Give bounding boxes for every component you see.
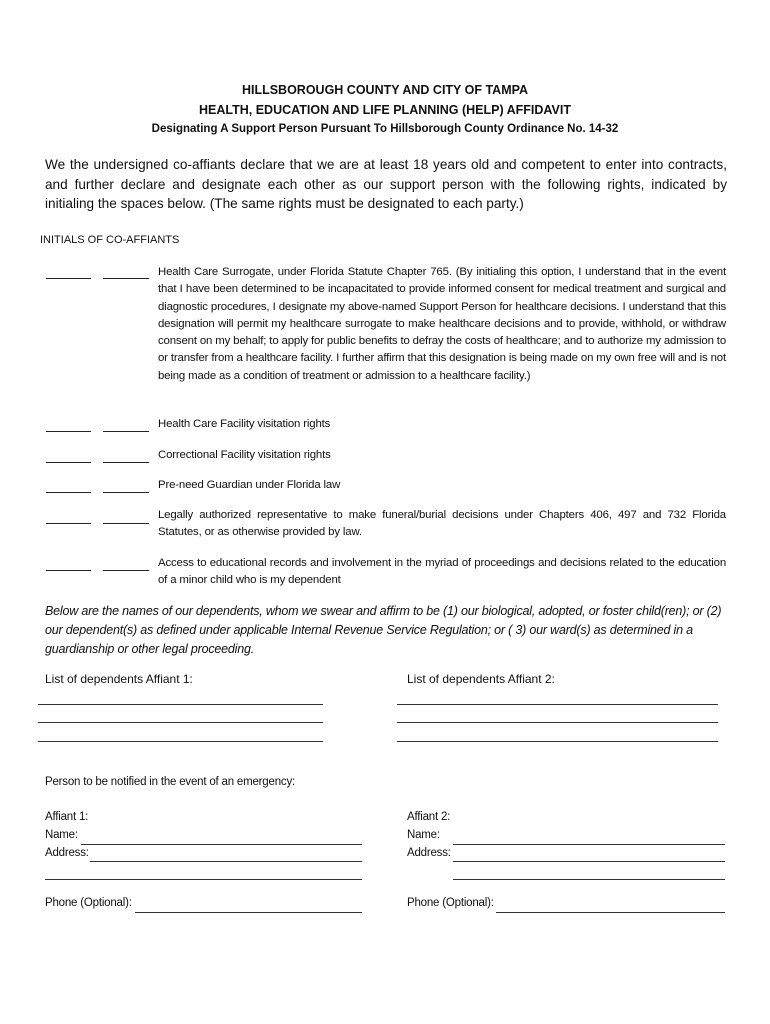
emergency-affiant-1-address-field[interactable] [90,860,362,862]
emergency-affiant-2-label: Affiant 2: [407,811,451,823]
emergency-affiant-1-name-field[interactable] [81,843,362,845]
emergency-affiant-2-phone-field[interactable] [496,911,725,913]
emergency-affiant-1-name-label: Name: [45,829,78,841]
initial-blank-affiant-1[interactable] [46,569,91,571]
dependent-line-affiant-2[interactable] [397,703,718,705]
dependent-line-affiant-2[interactable] [397,740,718,742]
emergency-affiant-1-address-field-2[interactable] [45,878,362,880]
emergency-affiant-2-address-label: Address: [407,847,451,859]
emergency-affiant-1-phone-label: Phone (Optional): [45,897,132,909]
emergency-affiant-2-phone-label: Phone (Optional): [407,897,494,909]
emergency-affiant-2-name-label: Name: [407,829,440,841]
emergency-affiant-2-name-field[interactable] [453,843,725,845]
initial-blank-affiant-2[interactable] [103,430,149,432]
emergency-affiant-2-address-field-2[interactable] [453,878,725,880]
dependent-line-affiant-1[interactable] [38,703,323,705]
initial-blank-affiant-1[interactable] [46,430,91,432]
right-text: Health Care Facility visitation rights [158,418,331,430]
dependents-affiant-2-label: List of dependents Affiant 2: [407,672,555,686]
initial-blank-affiant-2[interactable] [103,277,149,279]
right-text: Legally authorized representative to make funeral/burial decisions under Chapters 406, 497 and 732 Florida Statutes, or as otherwise provided by law. [158,509,726,539]
right-text: Access to educational records and involvement in the myriad of proceedings and decisions related to the education of a minor child who is my dependent [158,557,726,587]
header-county: HILLSBOROUGH COUNTY AND CITY OF TAMPA [241,83,529,97]
header-ordinance: Designating A Support Person Pursuant To Hillsborough County Ordinance No. 14-32 [151,123,619,135]
initial-blank-affiant-1[interactable] [46,277,91,279]
emergency-affiant-1-label: Affiant 1: [45,811,89,823]
emergency-affiant-1-address-label: Address: [45,847,89,859]
right-text: Correctional Facility visitation rights [158,449,331,461]
initial-blank-affiant-2[interactable] [103,461,149,463]
initial-blank-affiant-2[interactable] [103,569,149,571]
initial-blank-affiant-2[interactable] [103,522,149,524]
dependent-line-affiant-1[interactable] [38,721,323,723]
initial-blank-affiant-1[interactable] [46,461,91,463]
initials-header: INITIALS OF CO-AFFIANTS [40,234,180,246]
right-text: Health Care Surrogate, under Florida Statute Chapter 765. (By initialing this option, I understand that in the event that I have been determined to be incapacitated to provide informed consent for medical treatment and surgical and diagnostic procedures, I designate my above-named Support Person for healthcare decisions. I understand that this designation will permit my healthcare surrogate to make healthcare decisions and to provide, withhold, or withdraw consent on my behalf; to apply for public benefits to defray the costs of healthcare; and to authorize my admission to or transfer from a healthcare facility. I further affirm that this designation is being made on my own free will and is not being made as a condition of treatment or admission to a healthcare facility.) [158,266,726,382]
dependent-line-affiant-1[interactable] [38,740,323,742]
intro-paragraph: We the undersigned co-affiants declare that we are at least 18 years old and competent to enter into contracts, and further declare and designate each other as our support person with the following rights, indicated by initialing the spaces below. (The same rights must be designated to each party.) [45,157,727,211]
dependent-line-affiant-2[interactable] [397,721,718,723]
emergency-affiant-2-address-field[interactable] [453,860,725,862]
initial-blank-affiant-2[interactable] [103,491,149,493]
dependents-statement: Below are the names of our dependents, whom we swear and affirm to be (1) our biological, adopted, or foster child(ren); or (2) our dependent(s) as defined under applicable Internal Revenue Service Regulation; or ( 3) our ward(s) as determined in a guardianship or other legal proceeding. [45,604,722,656]
right-text: Pre-need Guardian under Florida law [158,479,341,491]
initial-blank-affiant-1[interactable] [46,491,91,493]
emergency-heading: Person to be notified in the event of an emergency: [45,776,295,788]
dependents-affiant-1-label: List of dependents Affiant 1: [45,672,193,686]
initial-blank-affiant-1[interactable] [46,522,91,524]
emergency-affiant-1-phone-field[interactable] [135,911,362,913]
header-affidavit-title: HEALTH, EDUCATION AND LIFE PLANNING (HELP) AFFIDAVIT [199,103,571,117]
